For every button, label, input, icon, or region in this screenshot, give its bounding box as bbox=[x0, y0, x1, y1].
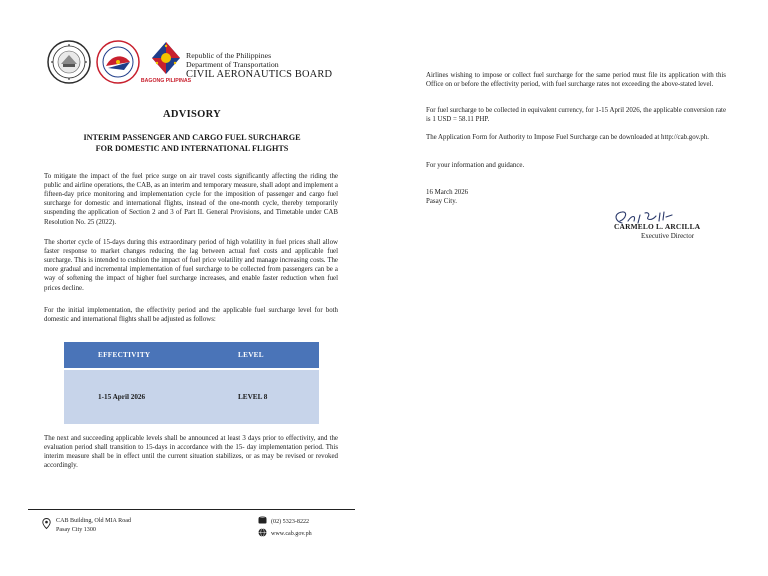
subtitle-line-2: FOR DOMESTIC AND INTERNATIONAL FLIGHTS bbox=[95, 143, 289, 153]
phone-icon bbox=[258, 516, 267, 528]
fuel-surcharge-table bbox=[64, 342, 319, 424]
address-line-1: CAB Building, Old MIA Road bbox=[56, 518, 131, 524]
filing-paragraph: Airlines wishing to impose or collect fuel surcharge for the same period must file its application with this Office on or before the effectivity period, with fuel surcharge rates not exceeding the above-stated level. bbox=[426, 72, 726, 89]
table-header-row bbox=[64, 342, 319, 368]
header-effectivity: EFFECTIVITY bbox=[98, 351, 151, 359]
dotr-seal-icon bbox=[47, 40, 91, 84]
department-line: Department of Transportation bbox=[186, 59, 279, 69]
date-block bbox=[426, 188, 468, 207]
document-subtitle bbox=[30, 133, 354, 154]
body-paragraph-2: The shorter cycle of 15-days during this extraordinary period of high volatility in fuel prices shall allow faster response to market changes reducing the lag between actual fuel costs and applicable fuel surcharge. This is intended to cushion the impact of fuel price volatility and manage increasing costs. The more gradual and incremental implementation of fuel surcharge to be collected from passengers can be a way of softening the impact of higher fuel surcharge increases, and enable faster reduction when fuel prices decline. bbox=[44, 239, 338, 292]
footer-address bbox=[42, 517, 131, 535]
agency-letterhead bbox=[186, 52, 332, 81]
issue-date: 16 March 2026 bbox=[426, 189, 469, 196]
table-row bbox=[64, 368, 319, 424]
location-pin-icon bbox=[42, 518, 51, 533]
body-paragraph-1: To mitigate the impact of the fuel price surge on air travel costs significantly affecting the riding the public and airline operations, the CAB, as an interim and temporary measure, shall adopt and implement a fifteen-day price monitoring and implementation cycle for the imposition of passenger and cargo fuel surcharge for domestic and international flights, instead of the one-month cycle, thereby temporarily suspending the application of Section 2 and 3 of Part II. General Provisions, and Timetable under CAB Resolution No. 25 (2022). bbox=[44, 173, 338, 226]
cell-level: LEVEL 8 bbox=[238, 393, 268, 401]
cab-seal-icon bbox=[96, 40, 140, 84]
cell-effectivity: 1-15 April 2026 bbox=[98, 393, 146, 401]
body-paragraph-4: The next and succeeding applicable levels shall be announced at least 3 days prior to effectivity, and the evaluation period shall transition to 15-days in accordance with the 15- day implementation period. This interim measure shall be in effect until the current situation stabilizes, or as may be revised or revoked accordingly. bbox=[44, 435, 338, 470]
footer-contact bbox=[258, 516, 312, 542]
address-line-2: Pasay City 1300 bbox=[56, 527, 96, 534]
signatory-position: Executive Director bbox=[641, 232, 695, 240]
issue-place: Pasay City. bbox=[426, 198, 457, 206]
bagong-pilipinas-text: BAGONG PILIPINAS bbox=[140, 78, 192, 84]
website-link[interactable]: www.cab.gov.ph bbox=[271, 531, 312, 538]
conversion-rate-paragraph: For fuel surcharge to be collected in equivalent currency, for 1-15 April 2026, the applicable conversion rate is 1 USD = 58.11 PHP. bbox=[426, 107, 726, 124]
closing-line: For your information and guidance. bbox=[426, 162, 525, 169]
bagong-pilipinas-logo-icon bbox=[140, 38, 192, 84]
phone-number: (02) 5323-8222 bbox=[271, 518, 310, 525]
agency-name: CIVIL AERONAUTICS BOARD bbox=[186, 69, 333, 81]
footer-divider bbox=[28, 509, 355, 510]
body-paragraph-3: For the initial implementation, the effectivity period and the applicable fuel surcharge level for both domestic and international flights shall be adjusted as follows: bbox=[44, 307, 338, 324]
republic-line: Republic of the Philippines bbox=[186, 51, 272, 60]
header-level: LEVEL bbox=[238, 351, 264, 359]
subtitle-line-1: INTERIM PASSENGER AND CARGO FUEL SURCHARGE bbox=[83, 133, 301, 142]
document-title: ADVISORY bbox=[162, 109, 222, 120]
application-form-paragraph: The Application Form for Authority to Impose Fuel Surcharge can be downloaded at http://cab.gov.ph. bbox=[426, 134, 710, 141]
signatory-name: CARMELO L. ARCILLA bbox=[614, 222, 701, 231]
globe-icon bbox=[258, 528, 267, 541]
